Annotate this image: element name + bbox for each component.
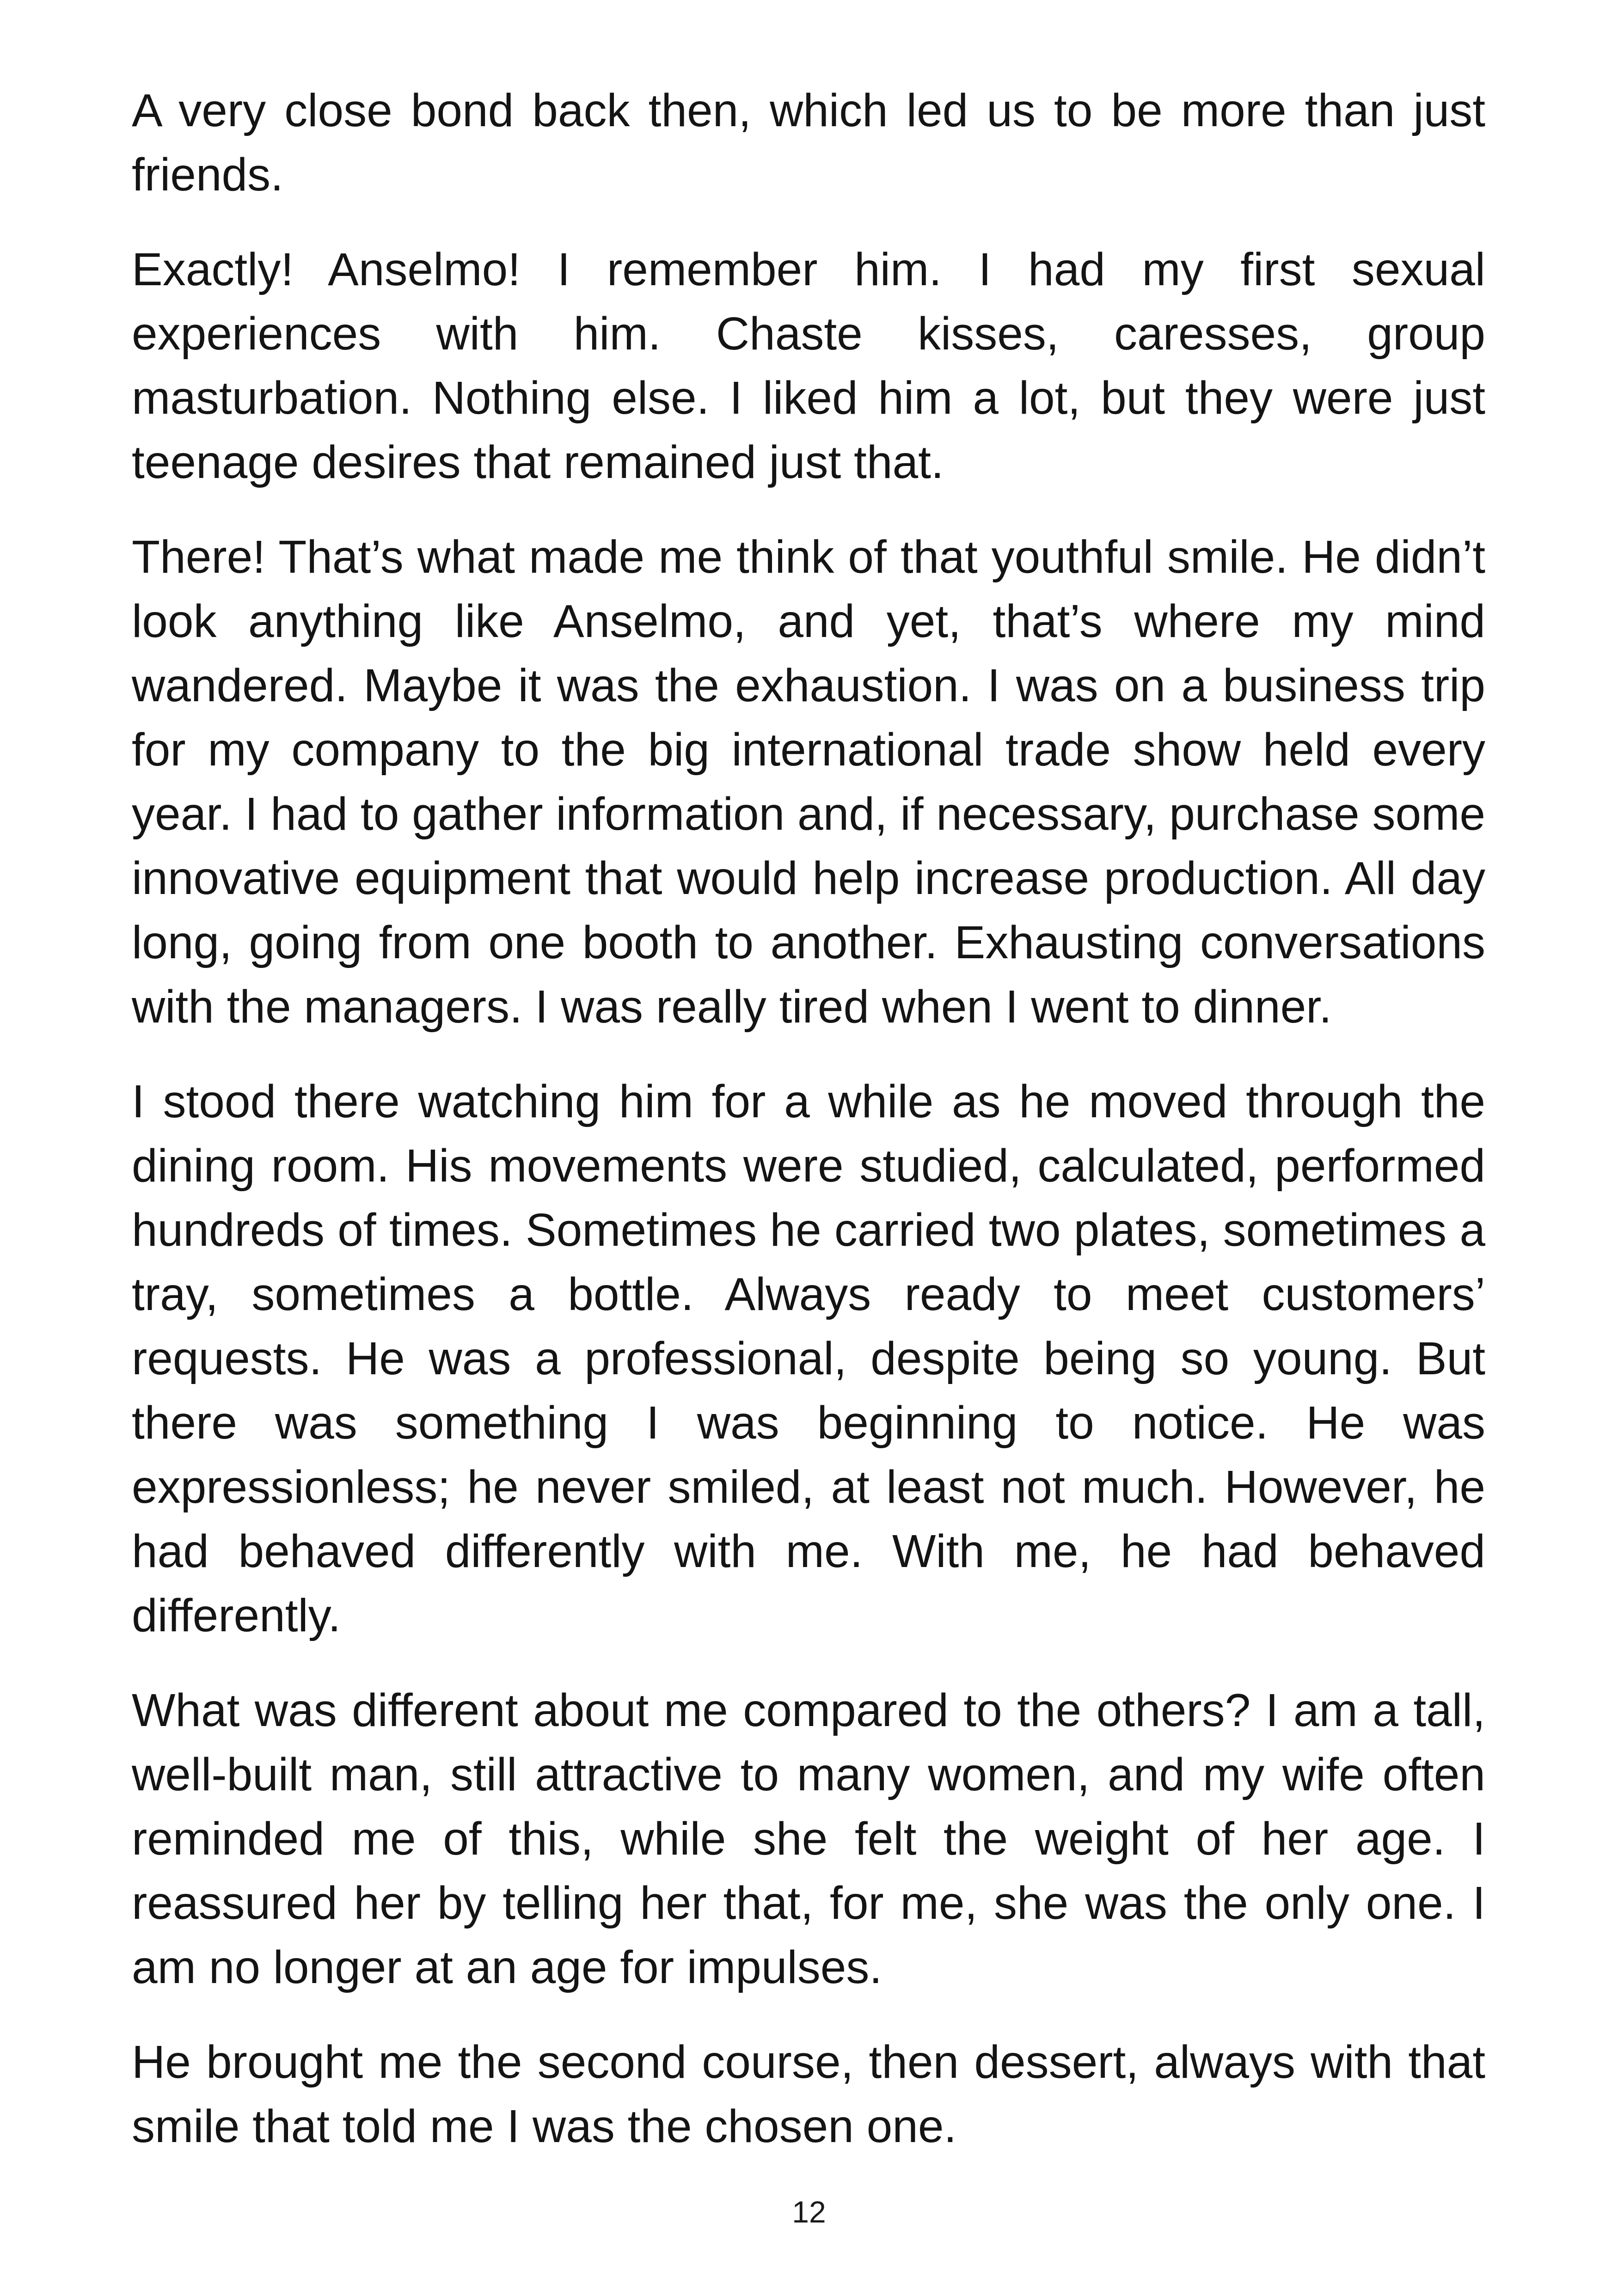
paragraph-3: There! That’s what made me think of that youthful smile. He didn’t look anything like Anselmo, and yet, that’s where my mind wandered. Maybe it was the exhaustion. I was on a business trip for my company to the big international trade show held every year. I had to gather information and, if necessary, purchase some innovative equipment that would help increase production. All day long, going from one booth to another. Exhausting conversations with the managers. I was really tired when I went to dinner.	[132, 531, 1485, 1033]
paragraph-1: A very close bond back then, which led us to be more than just friends.	[132, 85, 1485, 201]
paragraph-6: He brought me the second course, then dessert, always with that smile that told me I was the chosen one.	[132, 2036, 1485, 2152]
paragraph-4: I stood there watching him for a while as he moved through the dining room. His movements were studied, calculated, performed hundreds of times. Sometimes he carried two plates, sometimes a tray, sometimes a bottle. Always ready to meet customers’ requests. He was a professional, despite being so young. But there was something I was beginning to notice. He was expressionless; he never smiled, at least not much. However, he had behaved differently with me. With me, he had behaved differently.	[132, 1076, 1485, 1641]
page-number: 12	[792, 2195, 826, 2229]
paragraph-2: Exactly! Anselmo! I remember him. I had my first sexual experiences with him. Chaste kisses, caresses, group masturbation. Nothing else. I liked him a lot, but they were just teenage desires that remained just that.	[132, 244, 1485, 488]
body-text	[132, 79, 1485, 2189]
paragraph-5: What was different about me compared to the others? I am a tall, well-built man, still attractive to many women, and my wife often reminded me of this, while she felt the weight of her age. I reassured her by telling her that, for me, she was the only one. I am no longer at an age for impulses.	[132, 1684, 1485, 1993]
